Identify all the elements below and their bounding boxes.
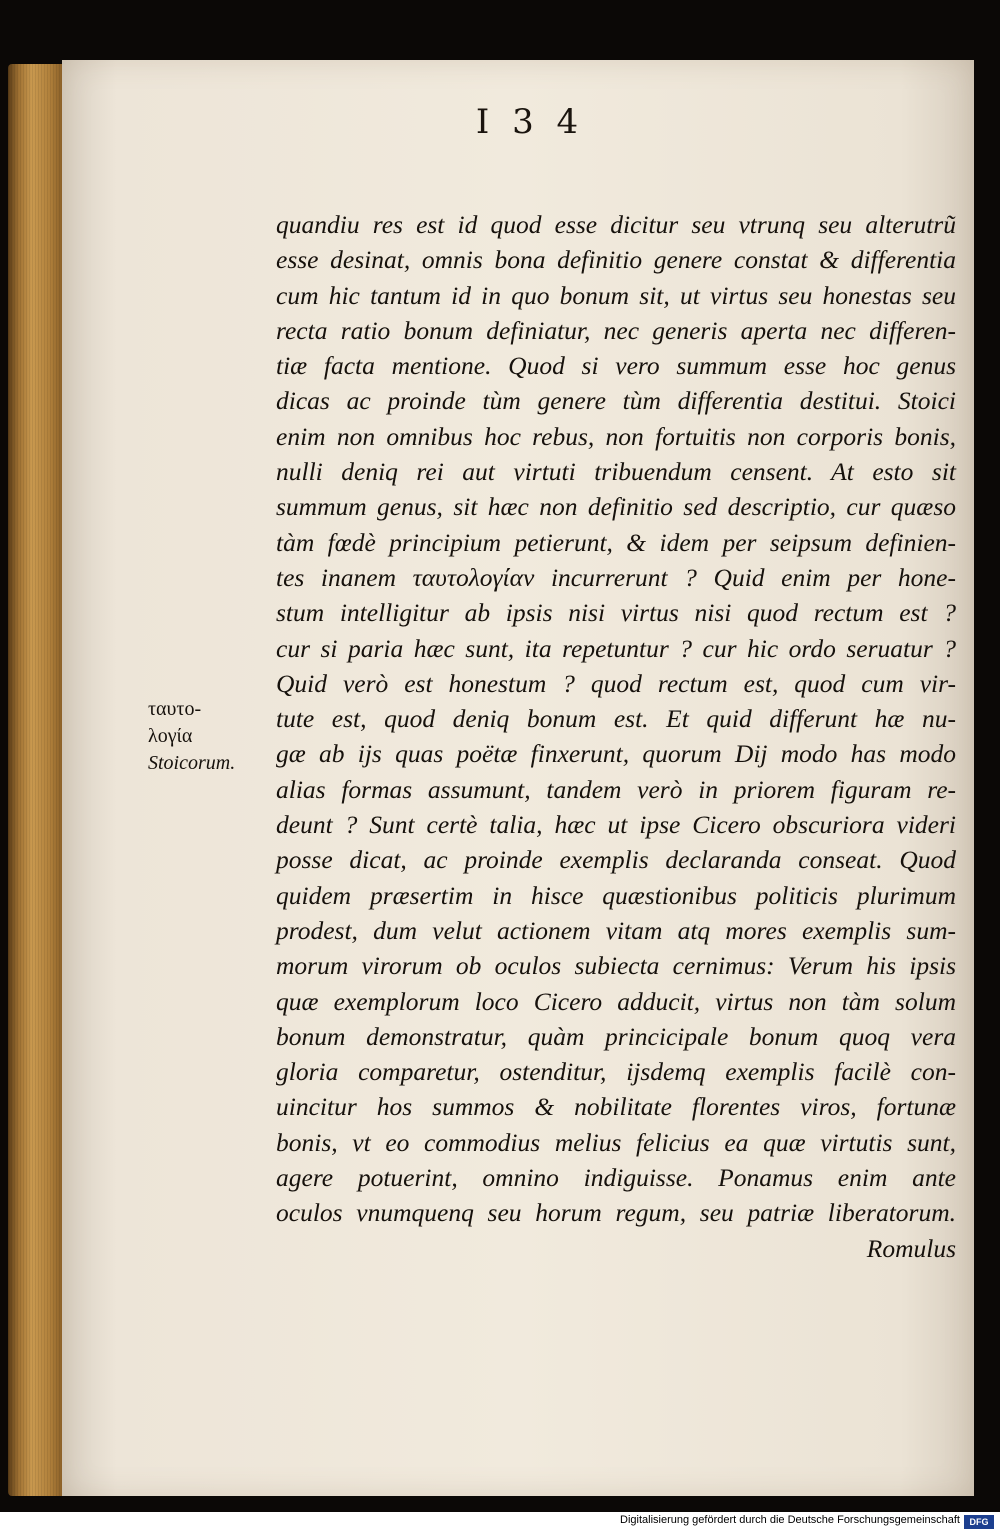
text-line: stum intelligitur ab ipsis nisi virtus nisi quod rectum est ? <box>276 598 956 628</box>
margin-note <box>148 696 268 777</box>
text-line: bonum demonstratur, quàm princicipale bonum quoq vera <box>276 1021 956 1051</box>
text-line: deunt ? Sunt certè talia, hæc ut ipse Cicero obscuriora videri <box>276 810 956 840</box>
book-fore-edge <box>8 64 68 1496</box>
text-line: uincitur hos summos & nobilitate florentes viros, fortunæ <box>276 1092 956 1122</box>
text-line: gæ ab ijs quas poëtæ finxerunt, quorum Dij modo has modo <box>276 739 956 769</box>
text-line: Quid verò est honestum ? quod rectum est, quod cum vir- <box>276 668 956 698</box>
text-line: enim non omnibus hoc rebus, non fortuitis non corporis bonis, <box>276 421 956 451</box>
text-line: nulli deniq rei aut virtuti tribuendum censent. At esto sit <box>276 457 956 487</box>
digitization-credit: Digitalisierung gefördert durch die Deutsche Forschungsgemeinschaft <box>620 1514 960 1526</box>
text-line: cur si paria hæc sunt, ita repetuntur ? cur hic ordo seruatur ? <box>276 633 956 663</box>
page-number: I 3 4 <box>475 102 585 142</box>
text-line: cum hic tantum id in quo bonum sit, ut virtus seu honestas seu <box>276 280 956 310</box>
text-line: summum genus, sit hæc non definitio sed descriptio, cur quæso <box>276 492 956 522</box>
text-line: agere potuerint, omnino indiguisse. Ponamus enim ante <box>276 1163 956 1193</box>
text-line: alias formas assumunt, tandem verò in priorem figuram re- <box>276 774 956 804</box>
text-line: tes inanem ταυτολογίαν incurrerunt ? Quid enim per hone- <box>276 562 956 592</box>
margin-note-line: Stoicorum. <box>148 752 236 774</box>
text-line: quæ exemplorum loco Cicero adducit, virtus non tàm solum <box>276 986 956 1016</box>
margin-note-line: ταυτο- <box>148 698 202 720</box>
dfg-logo: DFG <box>964 1515 994 1529</box>
text-line: morum virorum ob oculos subiecta cernimus: Verum his ipsis <box>276 951 956 981</box>
text-line: oculos vnumquenq seu horum regum, seu patriæ liberatorum. <box>276 1198 956 1228</box>
text-line: tiæ facta mentione. Quod si vero summum esse hoc genus <box>276 351 956 381</box>
text-line: esse desinat, omnis bona definitio genere constat & differentia <box>276 245 956 275</box>
text-line: tute est, quod deniq bonum est. Et quid differunt hæ nu- <box>276 704 956 734</box>
text-line: quandiu res est id quod esse dicitur seu vtrunq seu alterutrũ <box>276 210 956 239</box>
text-line: prodest, dum velut actionem vitam atq mores exemplis sum- <box>276 915 956 945</box>
margin-note-line: λογία <box>148 725 193 747</box>
footer-bar <box>0 1512 1000 1532</box>
text-line: recta ratio bonum definiatur, nec generis aperta nec differen- <box>276 315 956 345</box>
text-line: dicas ac proinde tùm genere tùm differentia destitui. Stoici <box>276 386 956 416</box>
text-line: posse dicat, ac proinde exemplis declaranda conseat. Quod <box>276 845 956 875</box>
catchword: Romulus <box>866 1233 956 1263</box>
text-line: bonis, vt eo commodius melius felicius ea quæ virtutis sunt, <box>276 1127 956 1157</box>
text-line: tàm fœdè principium petierunt, & idem per seipsum definien- <box>276 527 956 557</box>
text-line: gloria comparetur, ostenditur, ijsdemq exemplis facilè con- <box>276 1057 956 1087</box>
main-text-block <box>276 207 956 1266</box>
text-line: quidem præsertim in hisce quæstionibus politicis plurimum <box>276 880 956 910</box>
